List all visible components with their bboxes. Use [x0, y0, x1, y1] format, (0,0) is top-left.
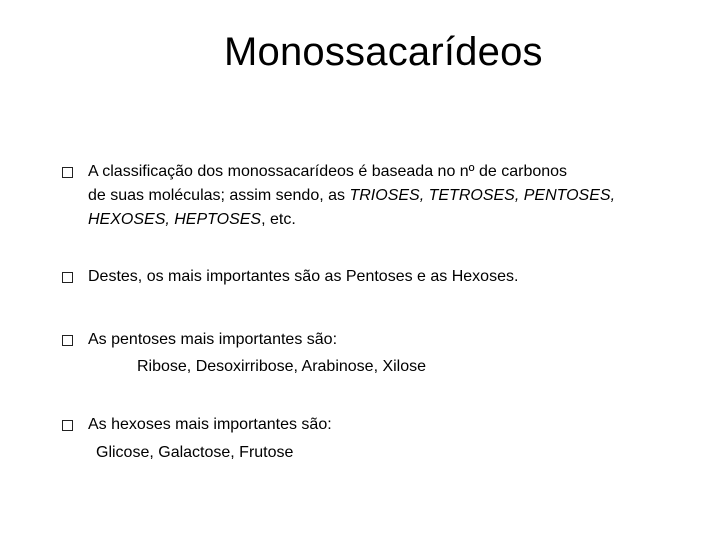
- slide-title: Monossacarídeos: [224, 30, 543, 74]
- pentoses-list: Ribose, Desoxirribose, Arabinose, Xilose: [137, 358, 427, 375]
- bullet-text: [88, 160, 688, 232]
- bullet-line: A classificação dos monossacarídeos é baseada no nº de carbonos: [88, 163, 568, 180]
- bullet-text-plain: , etc.: [261, 211, 296, 228]
- bullet-text: As pentoses mais importantes são:: [88, 331, 338, 348]
- bullet-line: [88, 184, 688, 208]
- checkbox-bullet-icon: [62, 420, 73, 431]
- bullet-text: Destes, os mais importantes são as Pentoses e as Hexoses.: [88, 268, 519, 285]
- bullet-text-italic: HEXOSES, HEPTOSES: [88, 211, 262, 228]
- bullet-text-italic: TRIOSES, TETROSES, PENTOSES,: [349, 187, 616, 204]
- checkbox-bullet-icon: [62, 167, 73, 178]
- checkbox-bullet-icon: [62, 272, 73, 283]
- bullet-line: [88, 208, 688, 232]
- checkbox-bullet-icon: [62, 335, 73, 346]
- bullet-text: As hexoses mais importantes são:: [88, 416, 332, 433]
- bullet-text-plain: de suas moléculas; assim sendo, as: [88, 187, 350, 204]
- hexoses-list: Glicose, Galactose, Frutose: [96, 444, 294, 461]
